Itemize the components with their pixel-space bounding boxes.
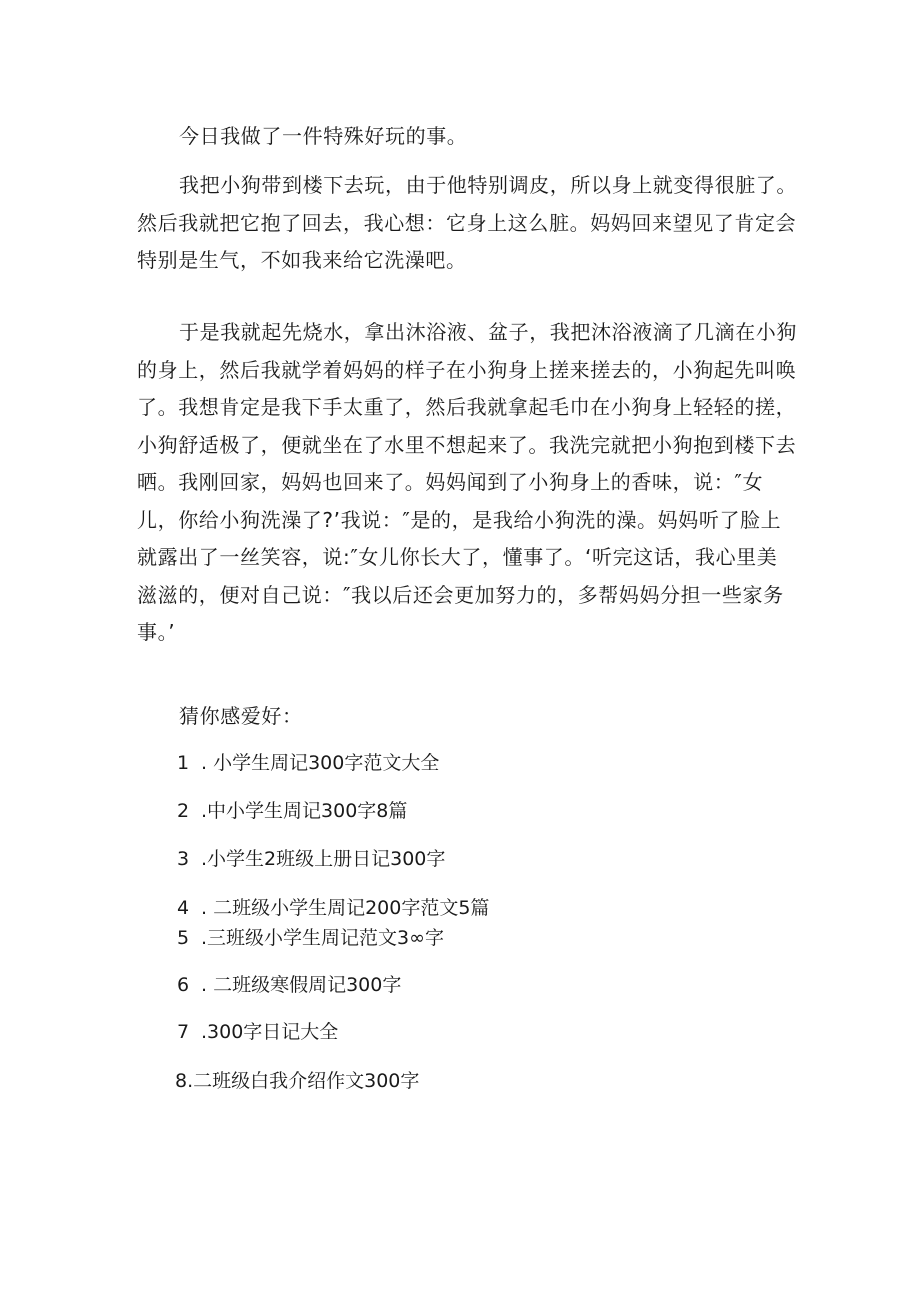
link-text: .小学生2班级上册日记300字	[201, 848, 446, 870]
paragraph-intro: 今日我做了一件特殊好玩的事。	[179, 124, 468, 148]
list-number: 3	[177, 848, 190, 870]
list-number: 2	[177, 800, 190, 822]
link-text: .三班级小学生周记范文3∞字	[201, 927, 444, 949]
related-link-3[interactable]	[177, 846, 445, 872]
related-link-8[interactable]: 8.二班级白我介绍作文300字	[175, 1070, 420, 1092]
link-text: .中小学生周记300字8篇	[201, 800, 408, 822]
link-text: .300字日记大全	[201, 1021, 339, 1043]
related-link-7[interactable]	[177, 1019, 338, 1045]
list-number: 4	[177, 897, 190, 919]
list-number: 6	[177, 974, 190, 996]
link-text: . 小学生周记300字范文大全	[201, 752, 440, 774]
link-text: . 二班级小学生周记200字范文5篇	[201, 897, 490, 919]
related-heading: 猜你感爱好：	[179, 704, 303, 728]
paragraph-bath: 于是我就起先烧水，拿出沐浴液、盆子，我把沐浴液滴了几滴在小狗的身上，然后我就学着妈妈的样子在小狗身上搓来搓去的，小狗起先叫唤了。我想肯定是我下手太重了，然后我就拿起毛巾在小狗身上轻轻的搓，小狗舒适极了，便就坐在了水里不想起来了。我洗完就把小狗抱到楼下去晒。我刚回家，妈妈也回来了。妈妈闻到了小狗身上的香味，说：″女儿，你给小狗洗澡了?’我说：″是的，是我给小狗洗的澡。妈妈听了脸上就露出了一丝笑容，说:″女儿你长大了，懂事了。‘听完这话，我心里美滋滋的，便对自己说：″我以后还会更加努力的，多帮妈妈分担一些家务事。’	[137, 320, 797, 644]
related-link-1[interactable]	[177, 750, 439, 776]
list-number: 5	[177, 927, 190, 949]
related-link-4[interactable]	[177, 895, 489, 921]
link-text: . 二班级寒假周记300字	[201, 974, 402, 996]
list-number: 1	[177, 752, 190, 774]
related-link-6[interactable]	[177, 972, 401, 998]
related-link-2[interactable]	[177, 798, 407, 824]
list-number: 7	[177, 1021, 190, 1043]
paragraph-dog-dirty: 我把小狗带到楼下去玩，由于他特别调皮，所以身上就变得很脏了。然后我就把它抱了回去，我心想：它身上这么脏。妈妈回来望见了肯定会特别是生气，不如我来给它洗澡吧。	[137, 173, 797, 272]
related-link-5[interactable]	[177, 925, 444, 951]
